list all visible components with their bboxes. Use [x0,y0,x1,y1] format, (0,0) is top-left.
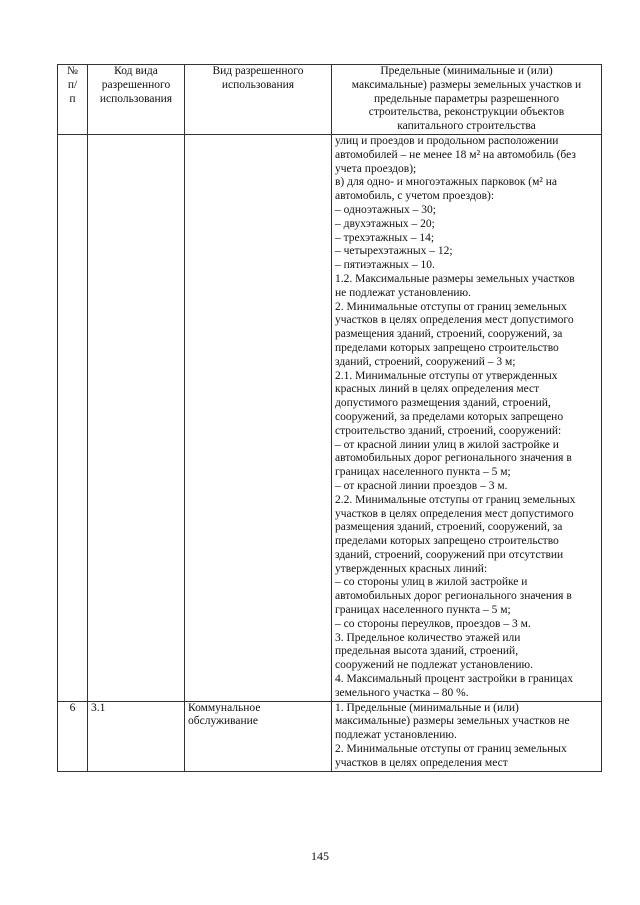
table-row [58,134,602,701]
text-line: – со стороны улиц в жилой застройке и [335,576,528,589]
text-line: утвержденных красных линий: [335,562,488,575]
text-line: подлежат установлению. [335,729,457,742]
text-line: предельная высота зданий, строений, [335,645,519,658]
text-line: размещения зданий, строений, сооружений, за [335,328,563,341]
header-code: Код вида разрешенного использования [88,65,185,135]
text-line: автомобиль, с учетом проездов): [335,190,495,203]
text-line: земельного участка – 80 %. [335,686,469,699]
row-parameters [332,701,602,771]
text-line: участков в целях определения мест допустимого [335,507,574,520]
text-line: 2. Минимальные отступы от границ земельных [335,300,567,313]
row-number: 6 [58,701,88,771]
text-line: допустимого размещения зданий, строений, [335,397,551,410]
text-line: не подлежат установлению. [335,286,471,299]
land-use-table [57,64,602,772]
row-kind [185,134,332,701]
header-kind: Вид разрешенного использования [185,65,332,135]
header-number: № п/ п [58,65,88,135]
header-parameters: Предельные (минимальные и (или) максимальные) размеры земельных участков и предельные параметры разрешенного строительства, реконструкции объектов капитального строительства [332,65,602,135]
text-line: границах населенного пункта – 5 м; [335,466,511,479]
text-line: 3. Предельное количество этажей или [335,631,521,644]
text-line: 4. Максимальный процент застройки в границах [335,673,574,686]
text-line: 2.1. Минимальные отступы от утвержденных [335,369,558,382]
text-line: Коммунальное [188,701,261,714]
text-line: участков в целях определения мест [335,756,508,769]
text-line: автомобильных дорог регионального значения в [335,590,572,603]
text-line: пределами которых запрещено строительство [335,535,559,548]
text-line: границах населенного пункта – 5 м; [335,604,511,617]
text-line: пределами которых запрещено строительство [335,341,559,354]
text-line: 2.2. Минимальные отступы от границ земельных [335,493,576,506]
text-line: автомобилей – не менее 18 м² на автомобиль (без [335,148,576,161]
row-kind [185,701,332,771]
text-line: красных линий в целях определения мест [335,383,540,396]
text-line: строительство зданий, строений, сооружений: [335,424,562,437]
text-line: сооружений, за пределами которых запрещено [335,410,564,423]
text-line: улиц и проездов и продольном расположении [335,134,559,147]
text-line: обслуживание [188,715,258,728]
text-line: – одноэтажных – 30; [335,203,436,216]
row-parameters [332,134,602,701]
text-line: автомобильных дорог регионального значения в [335,452,572,465]
page-number: 145 [311,849,329,863]
text-line: учета проездов); [335,162,417,175]
text-line: – трехэтажных – 14; [335,231,435,244]
text-line: зданий, строений, сооружений – 3 м; [335,355,516,368]
text-line: – двухэтажных – 20; [335,217,435,230]
text-line: – со стороны переулков, проездов – 3 м. [335,617,531,630]
text-line: сооружений не подлежат установлению. [335,659,534,672]
text-line: – пятиэтажных – 10. [335,259,435,272]
text-line: 2. Минимальные отступы от границ земельных [335,743,567,756]
text-line: зданий, строений, сооружений при отсутствии [335,548,564,561]
text-line: в) для одно- и многоэтажных парковок (м² на [335,176,557,189]
text-line: максимальные) размеры земельных участков не [335,715,570,728]
row-code: 3.1 [88,701,185,771]
text-line: – четырехэтажных – 12; [335,245,453,258]
text-line: – от красной линии проездов – 3 м. [335,479,508,492]
text-line: участков в целях определения мест допустимого [335,314,574,327]
text-line: размещения зданий, строений, сооружений, за [335,521,563,534]
row-code [88,134,185,701]
text-line: 1. Предельные (минимальные и (или) [335,701,519,714]
row-number [58,134,88,701]
text-line: – от красной линии улиц в жилой застройке и [335,438,559,451]
text-line: 1.2. Максимальные размеры земельных участков [335,272,575,285]
table-row [58,701,602,771]
table-header-row [58,65,602,135]
